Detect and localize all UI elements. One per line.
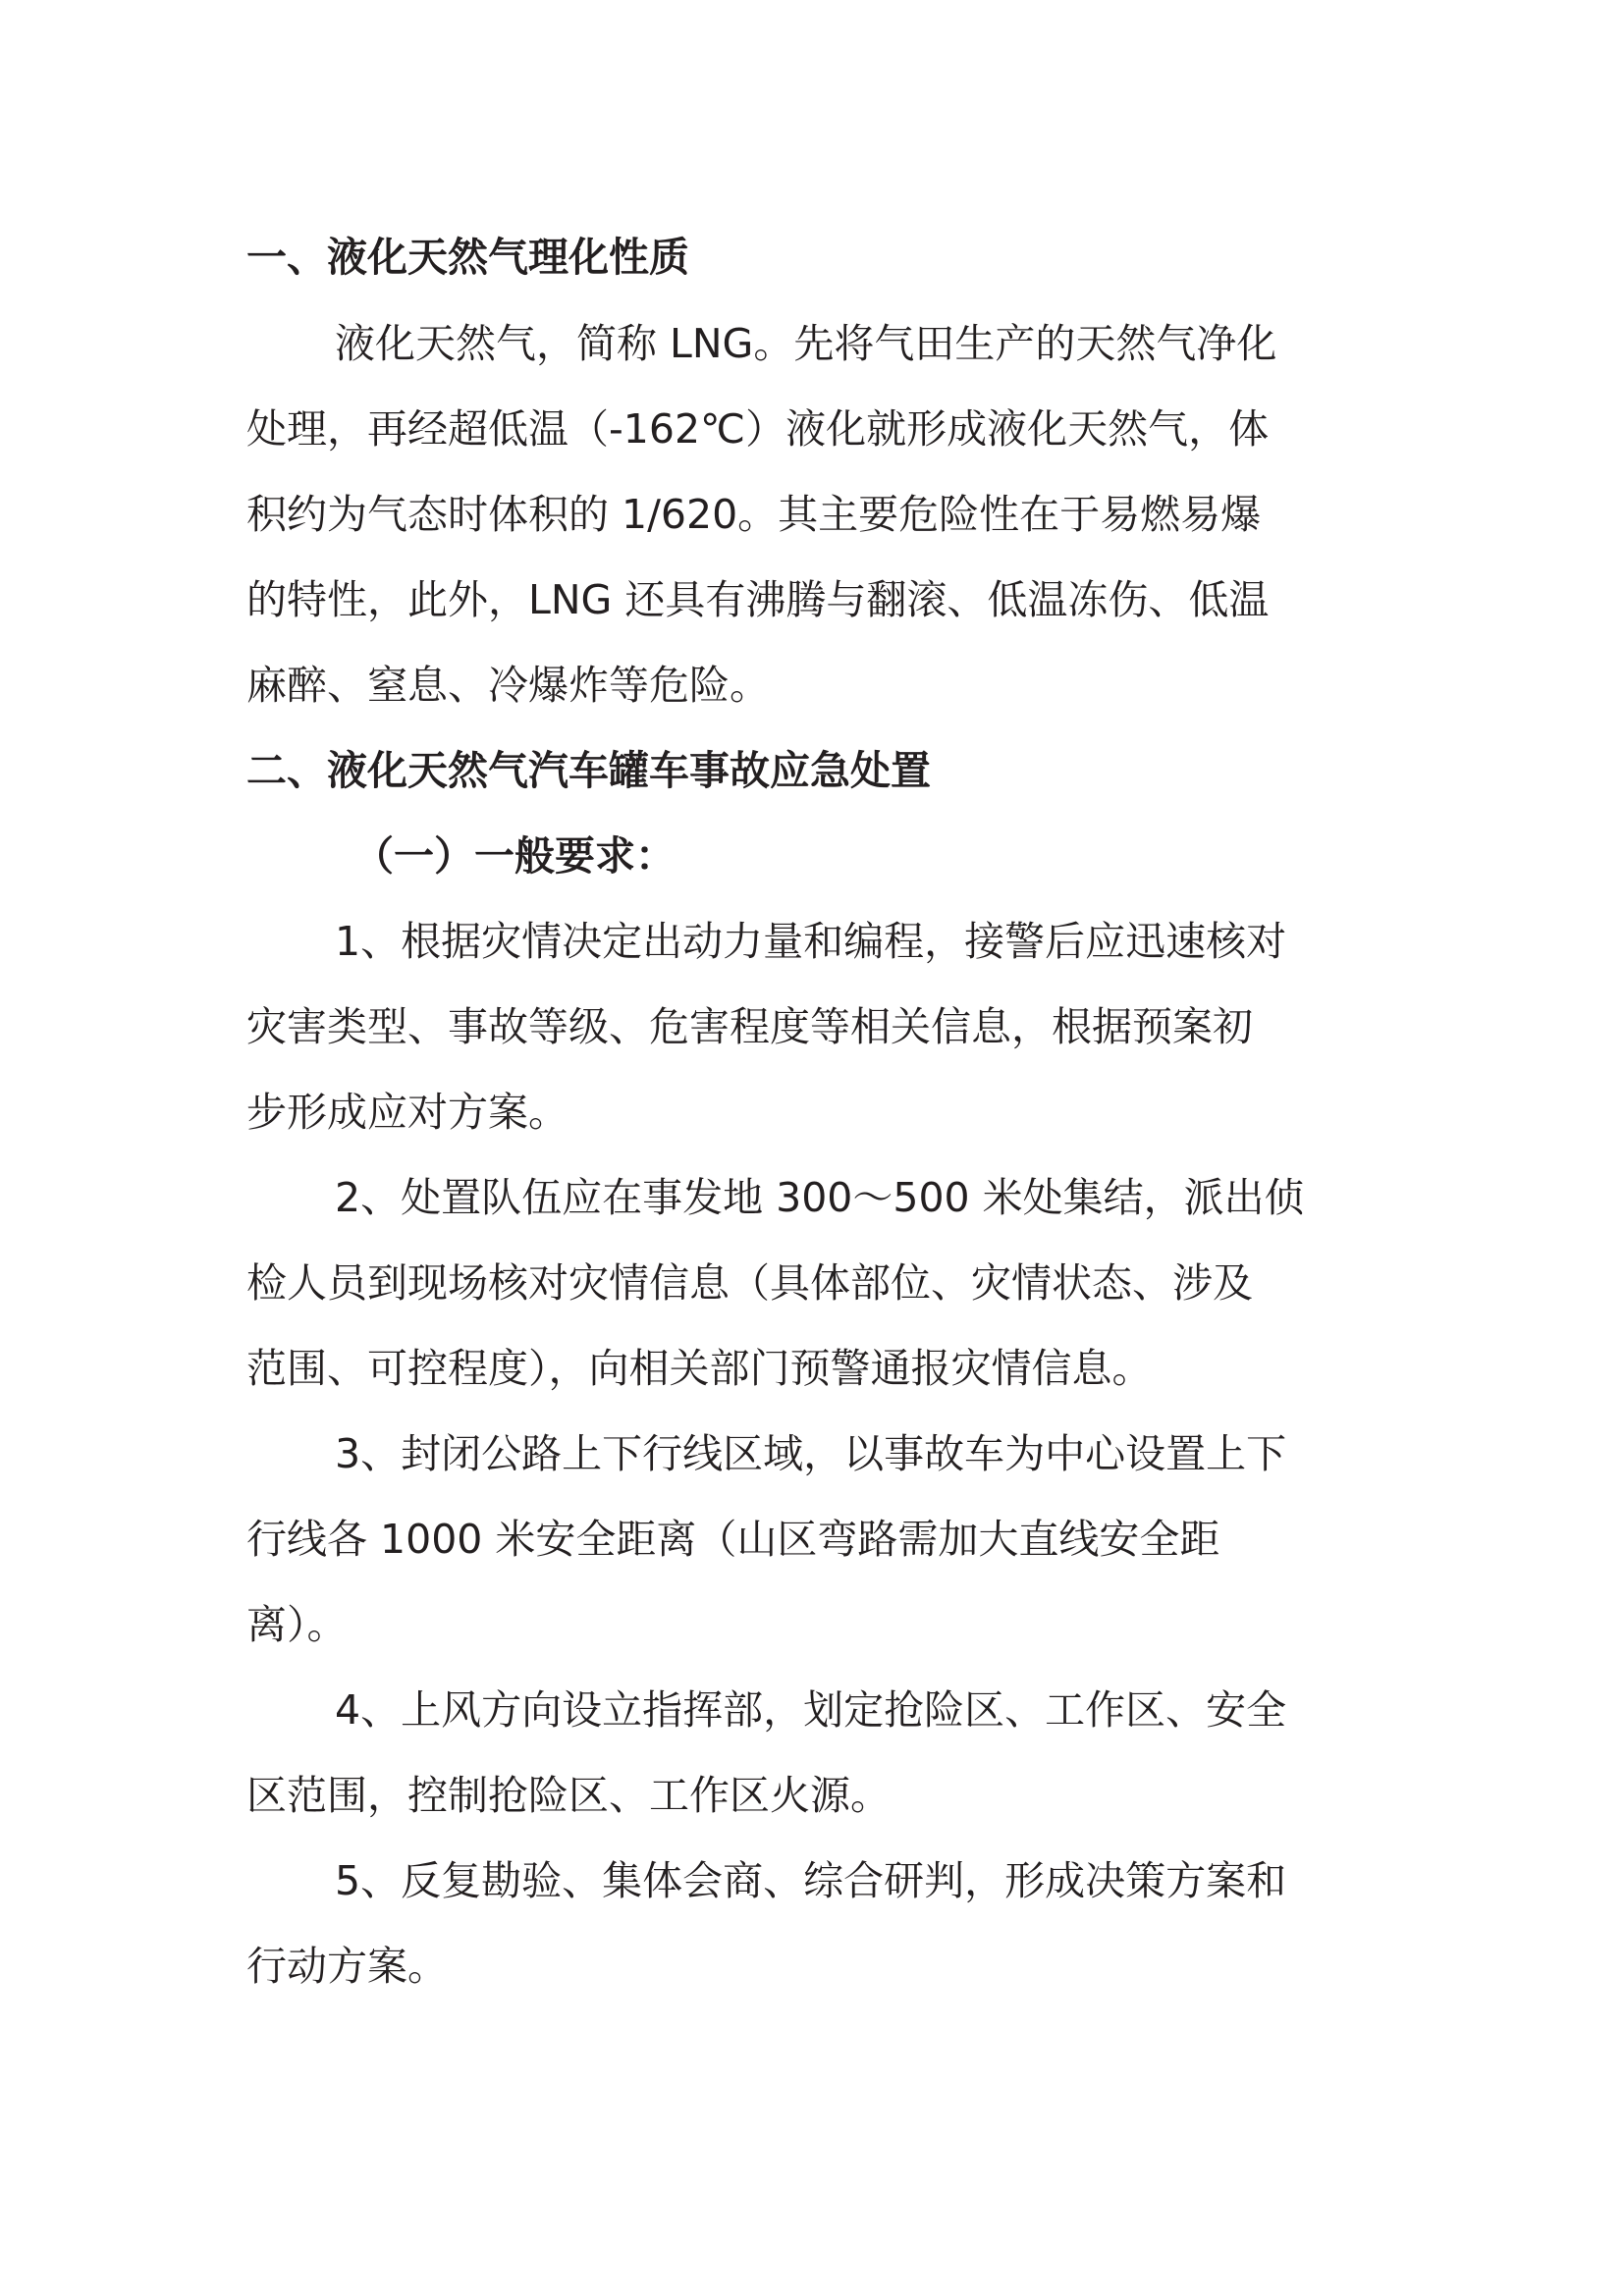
list-item-line: 3、封闭公路上下行线区域，以事故车为中心设置上下 xyxy=(335,1430,1287,1477)
list-item-line: 2、处置队伍应在事发地 300～500 米处集结，派出侦 xyxy=(335,1174,1305,1221)
paragraph-line: 积约为气态时体积的 1/620。其主要危险性在于易燃易爆 xyxy=(246,491,1262,538)
paragraph-line: 液化天然气，简称 LNG。先将气田生产的天然气净化 xyxy=(335,320,1277,367)
subsection-heading: （一）一般要求： xyxy=(353,832,676,880)
list-item-line: 行线各 1000 米安全距离（山区弯路需加大直线安全距 xyxy=(246,1516,1220,1563)
section-heading-2: 二、液化天然气汽车罐车事故应急处置 xyxy=(246,747,931,794)
list-item-line: 4、上风方向设立指挥部，划定抢险区、工作区、安全 xyxy=(335,1686,1287,1734)
list-item-line: 范围、可控程度），向相关部门预警通报灾情信息。 xyxy=(246,1345,1153,1392)
paragraph-line: 处理，再经超低温（-162℃）液化就形成液化天然气，体 xyxy=(246,405,1270,453)
list-item-line: 1、根据灾情决定出动力量和编程，接警后应迅速核对 xyxy=(335,918,1287,965)
paragraph-line: 麻醉、窒息、冷爆炸等危险。 xyxy=(246,662,770,709)
paragraph-line: 的特性，此外，LNG 还具有沸腾与翻滚、低温冻伤、低温 xyxy=(246,576,1270,623)
list-item-line: 灾害类型、事故等级、危害程度等相关信息，根据预案初 xyxy=(246,1003,1253,1050)
section-heading-1: 一、液化天然气理化性质 xyxy=(246,234,689,281)
list-item-line: 离）。 xyxy=(246,1601,348,1648)
list-item-line: 行动方案。 xyxy=(246,1943,448,1990)
list-item-line: 步形成应对方案。 xyxy=(246,1089,568,1136)
list-item-line: 5、反复勘验、集体会商、综合研判，形成决策方案和 xyxy=(335,1857,1287,1904)
list-item-line: 区范围，控制抢险区、工作区火源。 xyxy=(246,1772,891,1819)
list-item-line: 检人员到现场核对灾情信息（具体部位、灾情状态、涉及 xyxy=(246,1259,1253,1307)
